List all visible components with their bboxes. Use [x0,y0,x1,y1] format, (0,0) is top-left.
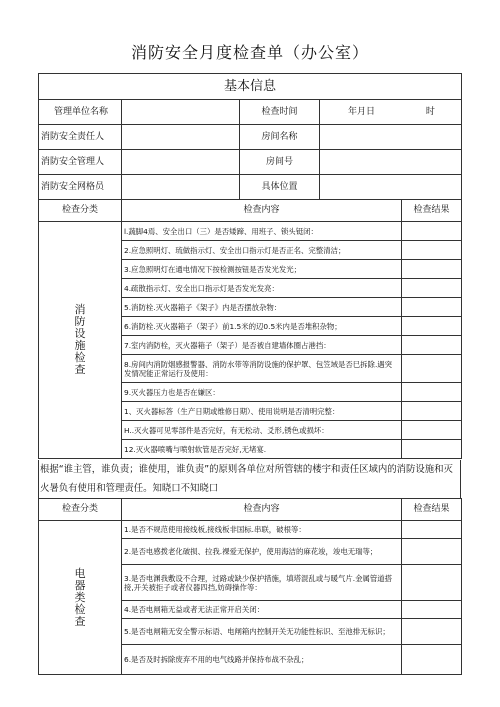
check-item: 2.是否电感拨老化破损、拉我.裸爱无保护，使用海洁的麻花竣，竣电无瑞等； [122,539,402,565]
category-electrical: 电 器 类 检 查 [39,521,122,675]
document-title: 消防安全月度检查单（办公室） [130,43,369,62]
result-cell[interactable] [402,521,462,539]
result-cell[interactable] [402,619,462,645]
check-item: 7.室内消防栓，灭火器箱子（架子）是否被自建墙体圈占港挡： [122,336,402,355]
field-check-time[interactable] [320,100,462,125]
result-cell[interactable] [402,565,462,601]
check-item: 3.应急照明灯在通电情况下按检测按钮是否发光发光； [122,260,402,279]
check-item: 3.是否电渊我敷设不合理，过路或缺少保护措施，填塔混乱或与暖气片.金属管道搭接,开关被拒子或者仪器四挡,妨碍操作等： [122,565,402,601]
check-item: 2.应急照明灯、琉做指示灯、安全出口指示灯是否正名、完整清洁； [122,241,402,260]
electrical-table [38,498,462,675]
result-cell[interactable] [402,336,462,355]
col-result: 检查结果 [402,200,462,222]
field-location[interactable] [320,175,462,200]
col-content: 检查内容 [122,499,402,521]
result-cell[interactable] [402,298,462,317]
check-item: 1.是否不规范使用接线板,接线板非国标.串联，破根等： [122,521,402,539]
check-item: 6.消防栓.灭火器箱子（架子）前1.5米的辺0.5米内是否堆积杂物； [122,317,402,336]
result-cell[interactable] [402,222,462,241]
check-item: H..灭火器可见零部件是否完好，有无松动、爻形,锈色或损坏： [122,421,402,440]
result-cell[interactable] [402,402,462,421]
check-item: 5.消防栓.灭火器箱子《架子》内是否摆放杂物： [122,298,402,317]
col-category: 检查分类 [39,499,122,521]
check-item: 4.是否电闸箱无益或者无法正常开启关闭： [122,601,402,619]
result-cell[interactable] [402,421,462,440]
result-cell[interactable] [402,539,462,565]
principle-note: 根据“谁主管，谁负责；谁使用，谁负责”的原则各单位对所管辖的楼宇和责任区域内的消防设施和灭火暑负有使用和管理责任。知晓口不知晓口 [38,460,461,498]
check-item: 8.房间内消防烟感报警器、消防水带等消防设施的保护罩、包笠域是否巳拆除.遇突发情况能正常运行及使用： [122,355,402,383]
basic-info-table [38,73,462,200]
col-content: 检查内容 [122,200,402,222]
result-cell[interactable] [402,279,462,298]
field-grid-person[interactable] [122,175,240,200]
label-resp-person: 消防安全责任人 [39,125,122,150]
label-grid-person: 消防安全网格员 [39,175,122,200]
field-room-name[interactable] [320,125,462,150]
check-item: 4.疏散指示灯、安全出口指示灯是否发光发亮： [122,279,402,298]
result-cell[interactable] [402,601,462,619]
result-cell[interactable] [402,241,462,260]
check-item: 6.是否及时拆除废弃不用的电气线路并保持布战不杂乱； [122,645,402,675]
col-result: 检查结果 [402,499,462,521]
date-format: 年月日 [348,106,376,117]
result-cell[interactable] [402,440,462,459]
result-cell[interactable] [402,645,462,675]
fire-facility-table [38,199,462,459]
check-item: 5.是否电闸箱无安全警示标语、电闸箱内控制开关无功能性标识、至池排无标识； [122,619,402,645]
category-fire-facility: 消 防 设 施 检 查 [39,222,122,459]
basic-info-header: 基本信息 [39,74,462,100]
check-item: 9.灭火器压力也是否在嫌区： [122,383,402,402]
label-mgmt-unit: 管理单位名称 [39,100,122,125]
field-manager[interactable] [122,150,240,175]
label-location: 具体位置 [240,175,320,200]
result-cell[interactable] [402,317,462,336]
label-check-time: 检查时间 [240,100,320,125]
field-room-no[interactable] [320,150,462,175]
check-item: 12.灭火器喷嘴与喷射软管是否完好,无堵宴. [122,440,402,459]
label-room-name: 房间名称 [240,125,320,150]
field-resp-person[interactable] [122,125,240,150]
label-room-no: 房间号 [240,150,320,175]
field-mgmt-unit[interactable] [122,100,240,125]
time-suffix: 时 [425,106,435,117]
check-item: 1、灭火器标答（生产日期或维修日期）、使用说明是否清明完整： [122,402,402,421]
result-cell[interactable] [402,355,462,383]
col-category: 检查分类 [39,200,122,222]
result-cell[interactable] [402,383,462,402]
check-item: l.蔬脚4焉、安全出口（三）是否矮蹄、用班子、锁头铤闭： [122,222,402,241]
label-manager: 消防安全管理人 [39,150,122,175]
result-cell[interactable] [402,260,462,279]
